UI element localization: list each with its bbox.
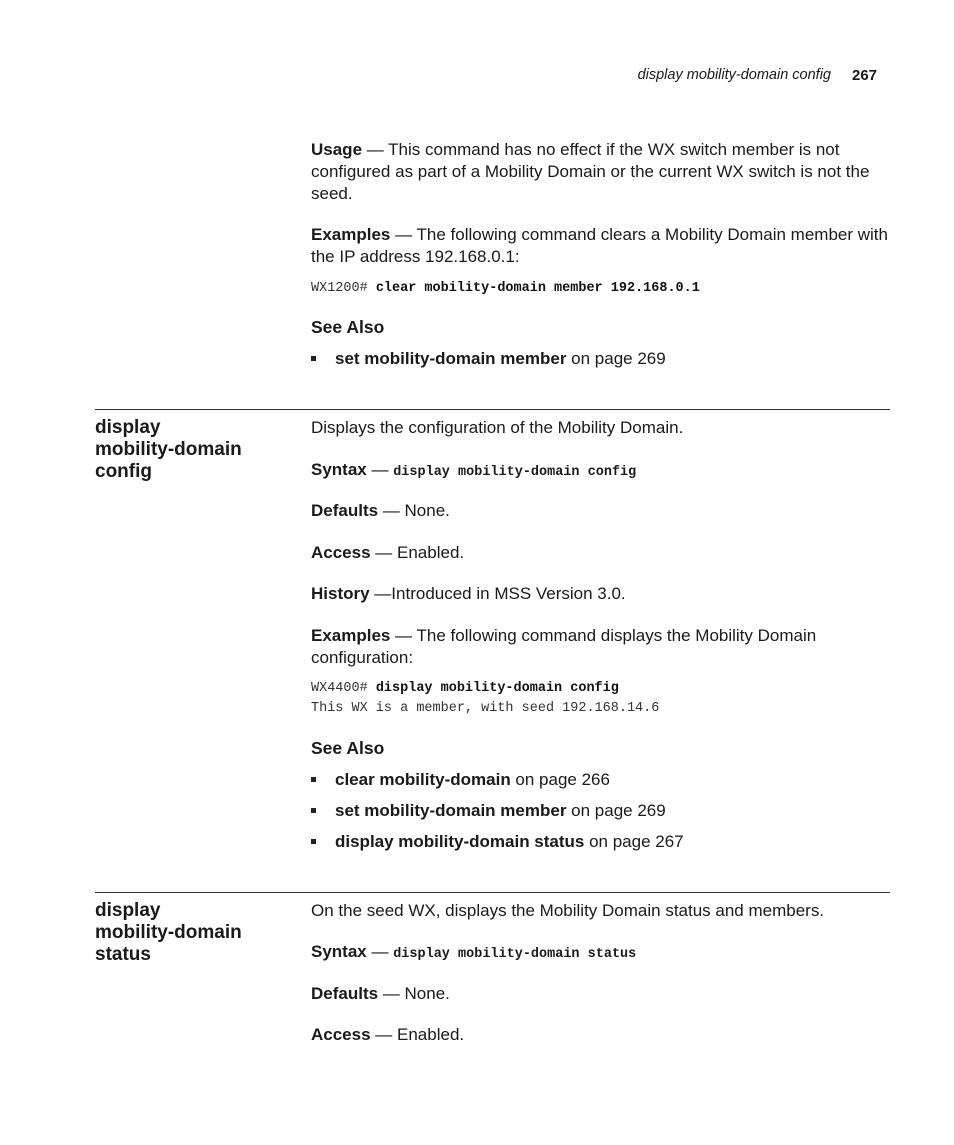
usage-text: — This command has no effect if the WX switch member is not configured as part of a Mobility Domain or the current WX switch is not the seed.: [311, 140, 870, 203]
see-also-page-ref: on page 267: [584, 832, 684, 851]
defaults-text: — None.: [378, 501, 450, 520]
section-title-line: mobility-domain: [95, 439, 242, 460]
see-also-heading: See Also: [311, 738, 385, 758]
config-syntax: [311, 459, 896, 484]
page-number: 267: [852, 67, 878, 84]
access-label: Access: [311, 1025, 371, 1044]
usage-label: Usage: [311, 140, 363, 159]
syntax-command: display mobility-domain config: [393, 465, 637, 480]
bullet-square-icon: [311, 839, 316, 844]
bullet-square-icon: [311, 356, 316, 361]
syntax-command: display mobility-domain status: [393, 947, 637, 962]
see-also-page-ref: on page 269: [566, 801, 666, 820]
syntax-label: Syntax: [311, 460, 367, 479]
access-label: Access: [311, 543, 371, 562]
see-also-page-ref: on page 266: [510, 770, 610, 789]
syntax-label: Syntax: [311, 942, 367, 961]
examples-paragraph: [311, 224, 896, 268]
defaults-label: Defaults: [311, 501, 379, 520]
examples-label: Examples: [311, 225, 391, 244]
examples-text: — The following command displays the Mobility Domain configuration:: [311, 626, 817, 667]
section-title-line: config: [95, 461, 152, 482]
section-divider: [95, 892, 890, 893]
see-also-item[interactable]: [311, 831, 896, 853]
config-access: [311, 542, 896, 564]
syntax-dash: —: [366, 460, 394, 479]
access-text: — Enabled.: [370, 1025, 465, 1044]
code-example: [311, 279, 700, 299]
see-also-item[interactable]: [311, 800, 896, 822]
see-also-link[interactable]: display mobility-domain status: [335, 832, 585, 851]
code-prompt: WX4400#: [311, 681, 376, 696]
history-label: History: [311, 584, 370, 603]
usage-paragraph: [311, 139, 896, 205]
see-also-item[interactable]: [311, 769, 896, 791]
see-also-heading: See Also: [311, 317, 385, 337]
section-title-status: [95, 900, 295, 966]
code-command: clear mobility-domain member 192.168.0.1: [375, 281, 700, 296]
see-also-link[interactable]: set mobility-domain member: [335, 801, 567, 820]
section-title-line: status: [95, 944, 151, 965]
see-also-link[interactable]: set mobility-domain member: [335, 349, 567, 368]
bullet-square-icon: [311, 808, 316, 813]
running-header-title: display mobility-domain config: [637, 67, 831, 83]
config-examples: [311, 625, 896, 669]
status-description: On the seed WX, displays the Mobility Domain status and members.: [311, 901, 825, 920]
defaults-label: Defaults: [311, 984, 379, 1003]
status-access: [311, 1024, 896, 1046]
code-example: [311, 679, 659, 719]
examples-text: — The following command clears a Mobility Domain member with the IP address 192.168.0.1:: [311, 225, 888, 266]
section-title-line: mobility-domain: [95, 922, 242, 943]
section-title-line: display: [95, 417, 161, 438]
section-divider: [95, 409, 890, 410]
code-command: display mobility-domain config: [375, 681, 619, 696]
see-also-item[interactable]: [311, 348, 896, 370]
examples-label: Examples: [311, 626, 391, 645]
status-defaults: [311, 983, 896, 1005]
access-text: — Enabled.: [370, 543, 465, 562]
history-text: —Introduced in MSS Version 3.0.: [369, 584, 626, 603]
config-defaults: [311, 500, 896, 522]
config-history: [311, 583, 896, 605]
section-title-config: [95, 417, 295, 483]
see-also-page-ref: on page 269: [566, 349, 666, 368]
code-output: This WX is a member, with seed 192.168.14.6: [311, 701, 660, 716]
code-prompt: WX1200#: [311, 281, 376, 296]
config-description: Displays the configuration of the Mobility Domain.: [311, 418, 684, 437]
syntax-dash: —: [366, 942, 394, 961]
status-syntax: [311, 941, 896, 966]
section-title-line: display: [95, 900, 161, 921]
bullet-square-icon: [311, 777, 316, 782]
see-also-link[interactable]: clear mobility-domain: [335, 770, 511, 789]
defaults-text: — None.: [378, 984, 450, 1003]
